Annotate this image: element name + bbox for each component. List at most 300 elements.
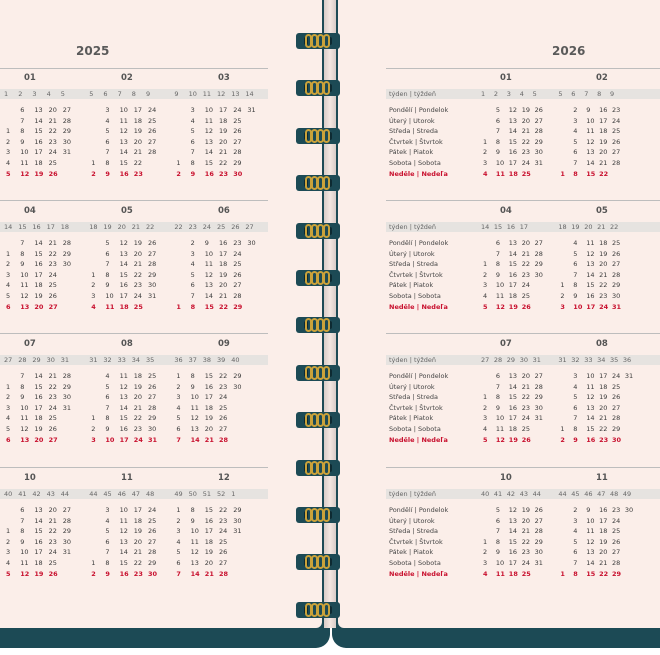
calendar-date: 12 [586,537,595,546]
calendar-date: 12 [190,414,199,423]
calendar-date: 20 [48,106,57,114]
week-number: 29 [32,356,41,364]
calendar-date: 27 [534,239,543,247]
sunday-date: 25 [521,169,531,178]
calendar-date: 1 [91,414,96,423]
sunday-date: 18 [119,302,129,311]
calendar-date: 8 [190,159,195,167]
calendar-date: 15 [34,127,43,136]
block-divider [0,333,268,334]
week-number: 35 [146,356,155,364]
calendar-date: 5 [573,393,578,402]
calendar-date: 27 [219,425,228,433]
calendar-date: 3 [176,527,181,536]
calendar-date: 29 [62,382,72,391]
month-label: 01 [500,73,512,83]
calendar-date: 23 [48,393,57,402]
calendar-date: 19 [34,425,43,433]
week-number: 19 [103,223,112,231]
calendar-date: 9 [105,281,110,290]
calendar-date: 6 [573,548,578,557]
week-number: 37 [188,356,197,364]
ring-wire [323,508,330,522]
calendar-date: 13 [204,137,214,146]
calendar-date: 6 [495,116,501,125]
calendar-date: 28 [612,414,621,423]
weekday-label: Sobota | Sobota [389,292,441,300]
calendar-date: 10 [190,393,199,402]
week-number: 28 [18,356,27,364]
sunday-date: 11 [495,569,505,578]
calendar-date: 27 [148,249,157,258]
calendar-date: 15 [508,260,518,269]
calendar-date: 24 [48,148,57,157]
calendar-date: 18 [34,281,43,290]
calendar-date: 31 [534,559,543,567]
calendar-date: 5 [190,270,195,279]
calendar-date: 9 [105,425,110,433]
month-label: 02 [121,73,133,83]
calendar-date: 21 [48,372,57,380]
calendar-date: 26 [148,239,157,247]
calendar-date: 30 [148,281,157,290]
sunday-date: 27 [48,302,58,311]
sunday-date: 3 [91,435,96,444]
calendar-date: 13 [586,260,595,269]
weekday-label: Pátek | Piatok [389,148,434,157]
week-number: 9 [174,90,179,98]
calendar-date: 26 [534,106,543,114]
calendar-date: 5 [573,137,578,146]
calendar-date: 5 [495,106,501,114]
calendar-date: 28 [62,372,72,380]
calendar-date: 25 [148,372,157,380]
calendar-date: 20 [599,148,608,157]
week-number: 9 [610,90,615,98]
calendar-date: 20 [521,239,530,247]
week-number: 43 [46,490,55,498]
sunday-date: 5 [483,435,488,444]
calendar-date: 1 [483,393,488,402]
calendar-date: 6 [20,106,25,114]
calendar-date: 12 [20,292,29,300]
sunday-date: 19 [508,435,518,444]
calendar-date: 28 [148,403,157,412]
calendar-date: 7 [105,148,110,157]
calendar-date: 24 [521,281,530,290]
sunday-date: 8 [573,569,578,578]
sunday-date: 10 [105,435,115,444]
calendar-date: 4 [6,559,11,567]
sunday-date: 27 [48,435,58,444]
weekday-label: Pondělí | Pondelok [389,106,449,114]
calendar-date: 1 [91,270,96,279]
calendar-page-2025 [0,0,322,628]
calendar-date: 29 [148,559,157,567]
weekday-label: Sobota | Sobota [389,425,441,433]
calendar-date: 24 [148,506,157,514]
calendar-date: 3 [573,516,578,525]
calendar-date: 8 [20,249,25,258]
calendar-date: 29 [148,414,157,423]
calendar-date: 21 [521,127,530,136]
week-number: 39 [217,356,226,364]
calendar-date: 21 [521,527,530,536]
calendar-date: 26 [148,382,157,391]
calendar-date: 20 [521,372,530,380]
calendar-date: 10 [586,372,595,380]
week-number: 44 [60,490,70,498]
calendar-date: 18 [34,414,43,423]
weekday-label: Středa | Streda [389,260,438,269]
calendar-date: 22 [521,260,530,269]
calendar-date: 10 [20,148,29,157]
week-number: 40 [231,356,240,364]
calendar-date: 31 [233,527,242,536]
calendar-date: 17 [34,403,43,412]
calendar-date: 1 [483,137,488,146]
calendar-date: 31 [247,106,256,114]
calendar-date: 17 [119,292,128,300]
calendar-date: 29 [233,159,242,167]
calendar-date: 27 [612,403,621,412]
calendar-date: 31 [624,372,634,380]
calendar-date: 5 [495,506,501,514]
calendar-date: 10 [204,249,214,258]
calendar-date: 11 [586,527,595,536]
calendar-date: 12 [586,249,595,258]
calendar-date: 9 [204,239,209,247]
week-number: 6 [103,90,108,98]
calendar-date: 19 [219,270,228,279]
week-header-label: týden | týždeň [389,223,437,231]
ring-wire [323,413,330,427]
calendar-date: 22 [48,382,57,391]
calendar-date: 12 [586,137,595,146]
calendar-date: 4 [483,292,488,300]
spiral-ring [296,602,340,618]
calendar-date: 20 [133,249,143,258]
calendar-date: 11 [20,281,29,290]
month-label: 03 [218,73,230,83]
calendar-date: 21 [219,148,228,157]
calendar-date: 26 [233,127,242,136]
calendar-date: 13 [34,106,43,114]
calendar-date: 8 [105,414,110,423]
calendar-date: 28 [233,292,242,300]
calendar-date: 3 [573,116,578,125]
calendar-date: 16 [508,548,518,557]
ring-wire [323,176,330,190]
weekday-label: Úterý | Utorok [389,382,435,391]
weekday-label: Středa | Streda [389,527,438,536]
sunday-date: 9 [105,169,110,178]
calendar-date: 8 [105,270,110,279]
calendar-date: 22 [219,372,228,380]
week-number: 34 [131,356,141,364]
calendar-date: 2 [6,537,11,546]
week-number: 8 [131,90,136,98]
sunday-date: 4 [483,569,488,578]
calendar-date: 25 [48,159,57,167]
calendar-date: 23 [612,106,621,114]
calendar-date: 23 [521,148,530,157]
week-number: 10 [188,90,197,98]
calendar-date: 11 [586,382,595,391]
calendar-date: 28 [534,527,543,536]
calendar-date: 30 [534,270,543,279]
calendar-date: 18 [133,116,143,125]
calendar-date: 4 [6,414,11,423]
week-number: 27 [4,356,13,364]
calendar-date: 2 [483,148,488,157]
week-number: 30 [46,356,55,364]
week-number: 4 [46,90,51,98]
calendar-date: 16 [204,516,214,525]
spiral-ring [296,175,340,191]
week-number: 32 [103,356,112,364]
calendar-date: 5 [573,537,578,546]
calendar-date: 1 [176,372,181,380]
calendar-date: 13 [508,116,518,125]
spiral-ring [296,270,340,286]
calendar-date: 6 [105,393,110,402]
calendar-date: 9 [20,393,25,402]
week-number: 22 [174,223,183,231]
sunday-date: 19 [34,569,44,578]
calendar-date: 6 [176,425,181,433]
calendar-date: 6 [573,148,578,157]
calendar-date: 9 [495,270,501,279]
calendar-date: 20 [204,559,214,567]
sunday-date: 24 [599,302,609,311]
calendar-date: 13 [119,393,128,402]
sunday-date: 15 [204,302,214,311]
calendar-date: 1 [6,527,11,536]
sunday-date: 26 [48,169,58,178]
week-number: 33 [584,356,593,364]
sunday-date: 12 [495,435,505,444]
sunday-date: 16 [586,435,596,444]
calendar-date: 10 [105,292,114,300]
calendar-date: 28 [233,148,242,157]
calendar-date: 2 [6,137,11,146]
calendar-date: 29 [233,506,242,514]
week-number: 9 [146,90,151,98]
calendar-date: 10 [190,527,199,536]
week-number: 27 [245,223,254,231]
calendar-date: 17 [219,249,228,258]
calendar-date: 7 [573,414,578,423]
calendar-date: 23 [521,548,530,557]
calendar-date: 15 [508,137,518,146]
ring-wire [323,555,330,569]
calendar-date: 10 [495,414,505,423]
calendar-date: 9 [20,260,25,269]
calendar-date: 2 [176,382,181,391]
week-number: 18 [60,223,70,231]
sunday-date: 6 [6,302,11,311]
week-number: 2 [493,90,499,98]
calendar-date: 19 [599,393,608,402]
calendar-date: 11 [190,537,199,546]
week-number: 36 [622,356,632,364]
calendar-date: 10 [495,559,505,567]
calendar-date: 14 [204,148,214,157]
calendar-date: 20 [599,548,608,557]
calendar-date: 25 [48,281,57,290]
week-number: 19 [571,223,580,231]
calendar-date: 2 [190,239,195,247]
sunday-date: 16 [204,169,214,178]
sunday-date: 2 [91,569,96,578]
week-number: 20 [117,223,126,231]
sunday-date: 23 [219,169,229,178]
sunday-date: 30 [148,569,158,578]
week-number: 26 [231,223,240,231]
calendar-date: 3 [6,403,11,412]
sunday-date: 4 [483,169,488,178]
calendar-date: 9 [20,137,25,146]
calendar-date: 21 [133,548,143,557]
calendar-date: 25 [219,537,228,546]
calendar-date: 10 [495,281,505,290]
calendar-date: 24 [133,292,143,300]
week-number: 3 [506,90,511,98]
week-number: 31 [558,356,567,364]
calendar-date: 28 [534,382,543,391]
calendar-date: 21 [133,403,143,412]
calendar-date: 5 [573,249,578,258]
sunday-date: 19 [508,302,518,311]
week-number: 46 [117,490,126,498]
calendar-date: 30 [62,260,72,269]
calendar-date: 22 [521,137,530,146]
calendar-date: 26 [48,425,57,433]
calendar-date: 2 [6,260,11,269]
calendar-date: 11 [20,559,29,567]
calendar-date: 5 [105,239,110,247]
calendar-date: 15 [586,281,595,290]
calendar-date: 17 [599,372,608,380]
calendar-date: 6 [190,281,195,290]
month-label: 02 [596,73,608,83]
weekday-label: Pátek | Piatok [389,281,434,290]
calendar-date: 11 [495,425,505,433]
month-label: 11 [121,473,133,483]
calendar-date: 31 [534,159,543,167]
sunday-date: 30 [612,435,622,444]
calendar-date: 12 [20,425,29,433]
calendar-date: 20 [599,260,608,269]
sunday-date: 16 [119,169,129,178]
sunday-date: 21 [204,435,214,444]
calendar-date: 22 [48,527,57,536]
week-number: 41 [493,490,503,498]
week-number: 29 [506,356,516,364]
calendar-date: 12 [119,382,128,391]
month-label: 04 [24,206,36,216]
calendar-date: 12 [119,127,128,136]
calendar-date: 7 [495,382,501,391]
calendar-date: 21 [48,239,57,247]
week-number: 38 [202,356,212,364]
calendar-date: 21 [599,270,608,279]
sunday-date: 25 [133,302,143,311]
calendar-date: 23 [48,537,57,546]
week-number: 44 [532,490,541,498]
calendar-date: 4 [573,527,578,536]
month-label: 04 [500,206,512,216]
calendar-date: 21 [133,260,143,269]
sunday-date: 31 [148,435,158,444]
calendar-date: 12 [119,239,128,247]
calendar-date: 24 [148,106,157,114]
calendar-date: 6 [176,559,181,567]
calendar-date: 25 [612,127,621,136]
calendar-date: 8 [495,393,501,402]
calendar-date: 27 [612,548,621,557]
calendar-date: 18 [34,159,43,167]
calendar-date: 7 [105,260,110,269]
sunday-date: 9 [105,569,110,578]
calendar-date: 14 [34,372,43,380]
calendar-date: 5 [105,382,110,391]
week-number: 21 [597,223,606,231]
calendar-date: 20 [521,516,530,525]
calendar-date: 9 [20,537,25,546]
calendar-date: 25 [233,116,242,125]
calendar-date: 3 [483,559,488,567]
week-number: 17 [519,223,528,231]
sunday-date: 7 [176,435,181,444]
sunday-date: 11 [495,169,505,178]
weekday-label: Úterý | Utorok [389,116,435,125]
calendar-date: 14 [586,159,595,167]
sunday-date: 9 [190,169,196,178]
sunday-date: 10 [573,302,583,311]
weekday-label: Neděle | Nedeľa [389,169,448,178]
week-number: 40 [4,490,13,498]
calendar-date: 12 [119,527,128,536]
calendar-date: 24 [233,106,242,114]
calendar-date: 27 [534,372,543,380]
sunday-date: 31 [612,302,622,311]
week-number: 22 [146,223,155,231]
calendar-date: 9 [190,516,195,525]
week-number: 52 [217,490,226,498]
calendar-date: 1 [91,159,96,167]
year-heading: 2026 [552,44,586,58]
calendar-date: 18 [34,559,43,567]
calendar-date: 14 [508,527,518,536]
calendar-date: 4 [105,372,110,380]
calendar-date: 17 [34,270,43,279]
calendar-date: 17 [204,527,214,536]
sunday-date: 23 [133,169,143,178]
sunday-date: 15 [586,569,596,578]
calendar-date: 15 [204,372,214,380]
month-label: 10 [24,473,36,483]
calendar-date: 14 [119,403,128,412]
calendar-date: 8 [20,527,25,536]
calendar-date: 3 [91,292,96,300]
calendar-date: 3 [190,106,195,114]
calendar-date: 31 [62,148,72,157]
calendar-date: 21 [521,249,530,258]
calendar-date: 13 [190,425,199,433]
calendar-date: 14 [34,516,43,525]
